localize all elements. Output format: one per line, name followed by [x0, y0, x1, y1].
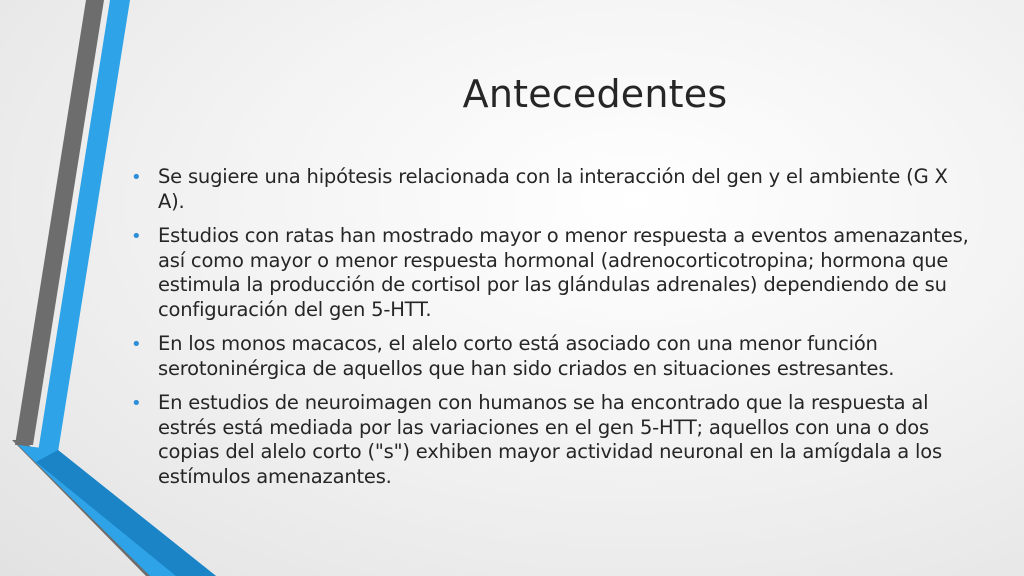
bullet-list [130, 165, 975, 499]
bullet-text: En estudios de neuroimagen con humanos se ha encontrado que la respuesta al estrés está mediada por las variaciones en el gen 5-HTT; aquellos con una o dos copias del alelo corto ("s") exhiben mayor actividad neuronal en la amígdala a los estímulos amenazantes. [158, 391, 942, 488]
bullet-text: Estudios con ratas han mostrado mayor o menor respuesta a eventos amenazantes, así como mayor o menor respuesta hormonal (adrenocorticotropina; hormona que estimula la producción de cortisol por las glándulas adrenales) dependiendo de su configuración del gen 5-HTT. [158, 224, 969, 321]
bullet-item [130, 391, 975, 489]
slide-title: Antecedentes [462, 72, 728, 116]
bullet-text: En los monos macacos, el alelo corto está asociado con una menor función serotoninérgica de aquellos que han sido criados en situaciones estresantes. [158, 332, 895, 380]
bullet-item [130, 224, 975, 322]
bullet-text: Se sugiere una hipótesis relacionada con la interacción del gen y el ambiente (G X A). [158, 165, 948, 213]
bullet-item [130, 165, 975, 214]
bullet-item [130, 332, 975, 381]
bullet-icon: • [131, 393, 142, 414]
bullet-icon: • [131, 167, 142, 188]
bullet-icon: • [131, 334, 142, 355]
bullet-icon: • [131, 226, 142, 247]
